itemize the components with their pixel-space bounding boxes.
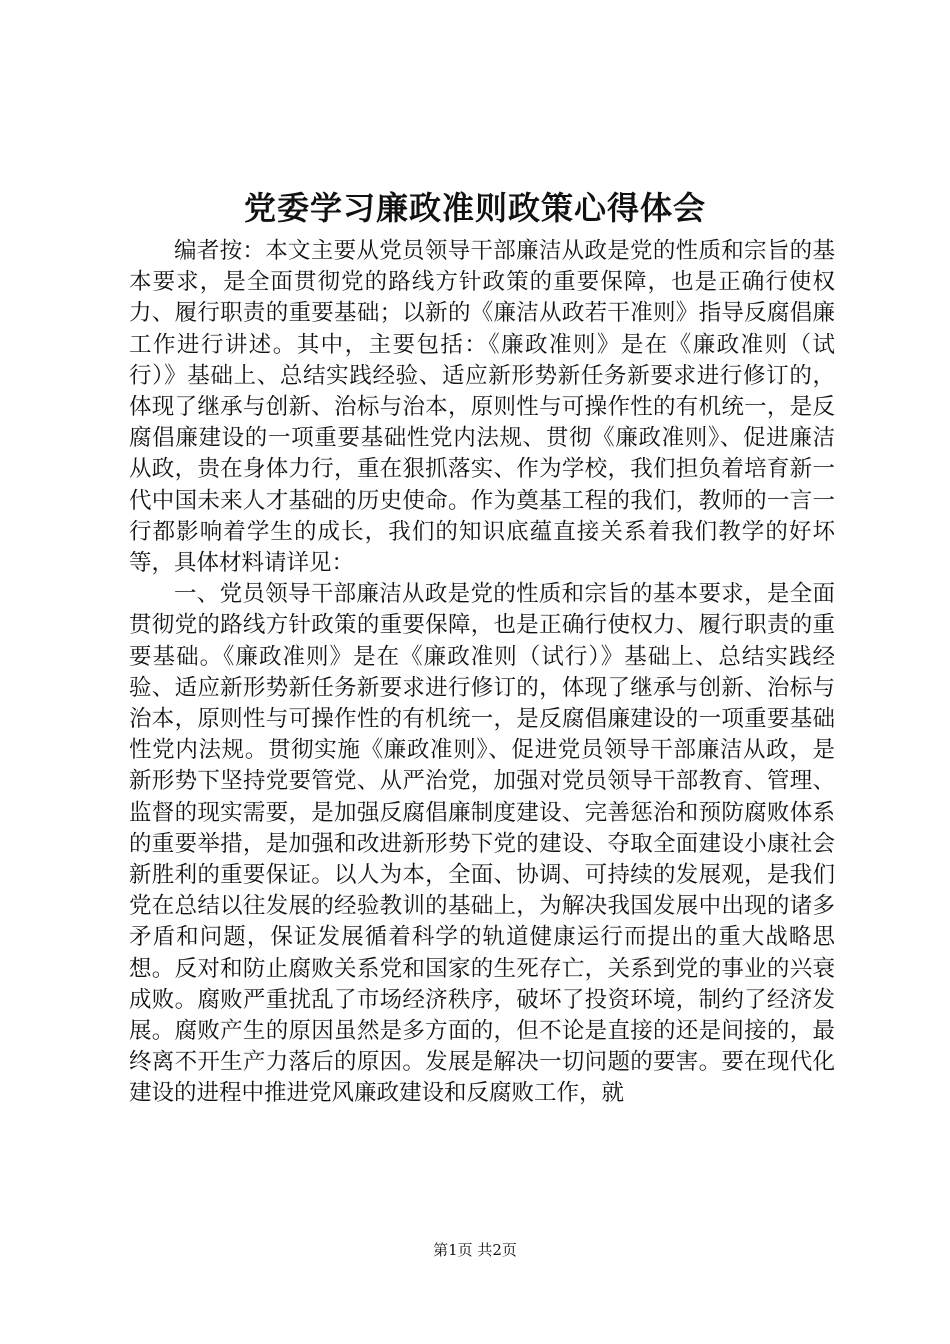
document-body — [129, 236, 835, 1110]
document-title: 党委学习廉政准则政策心得体会 — [243, 189, 706, 227]
editor-note-paragraph: 编者按：本文主要从党员领导干部廉洁从政是党的性质和宗旨的基本要求，是全面贯彻党的路线方针政策的重要保障，也是正确行使权力、履行职责的重要基础；以新的《廉洁从政若干准则》指导反腐倡廉工作进行讲述。其中，主要包括：《廉政准则》是在《廉政准则（试行）》基础上、总结实践经验、适应新形势新任务新要求进行修订的，体现了继承与创新、治标与治本，原则性与可操作性的有机统一，是反腐倡廉建设的一项重要基础性党内法规、贯彻《廉政准则》、促进廉洁从政，贵在身体力行，重在狠抓落实、作为学校，我们担负着培育新一代中国未来人才基础的历史使命。作为奠基工程的我们，教师的一言一行都影响着学生的成长，我们的知识底蕴直接关系着我们教学的好坏等，具体材料请详见： — [129, 238, 835, 577]
section-one-paragraph: 一、党员领导干部廉洁从政是党的性质和宗旨的基本要求，是全面贯彻党的路线方针政策的重要保障，也是正确行使权力、履行职责的重要基础。《廉政准则》是在《廉政准则（试行）》基础上、总结实践经验、适应新形势新任务新要求进行修订的，体现了继承与创新、治标与治本，原则性与可操作性的有机统一，是反腐倡廉建设的一项重要基础性党内法规。贯彻实施《廉政准则》、促进党员领导干部廉洁从政，是新形势下坚持党要管党、从严治党，加强对党员领导干部教育、管理、监督的现实需要，是加强反腐倡廉制度建设、完善惩治和预防腐败体系的重要举措，是加强和改进新形势下党的建设、夺取全面建设小康社会新胜利的重要保证。以人为本，全面、协调、可持续的发展观，是我们党在总结以往发展的经验教训的基础上，为解决我国发展中出现的诸多矛盾和问题，保证发展循着科学的轨道健康运行而提出的重大战略思想。反对和防止腐败关系党和国家的生死存亡，关系到党的事业的兴衰成败。腐败严重扰乱了市场经济秩序，破坏了投资环境，制约了经济发展。腐败产生的原因虽然是多方面的，但不论是直接的还是间接的，最终离不开生产力落后的原因。发展是解决一切问题的要害。要在现代化建设的进程中推进党风廉政建设和反腐败工作，就 — [129, 581, 835, 1107]
page-footer: 第1页 共2页 — [433, 1241, 517, 1259]
